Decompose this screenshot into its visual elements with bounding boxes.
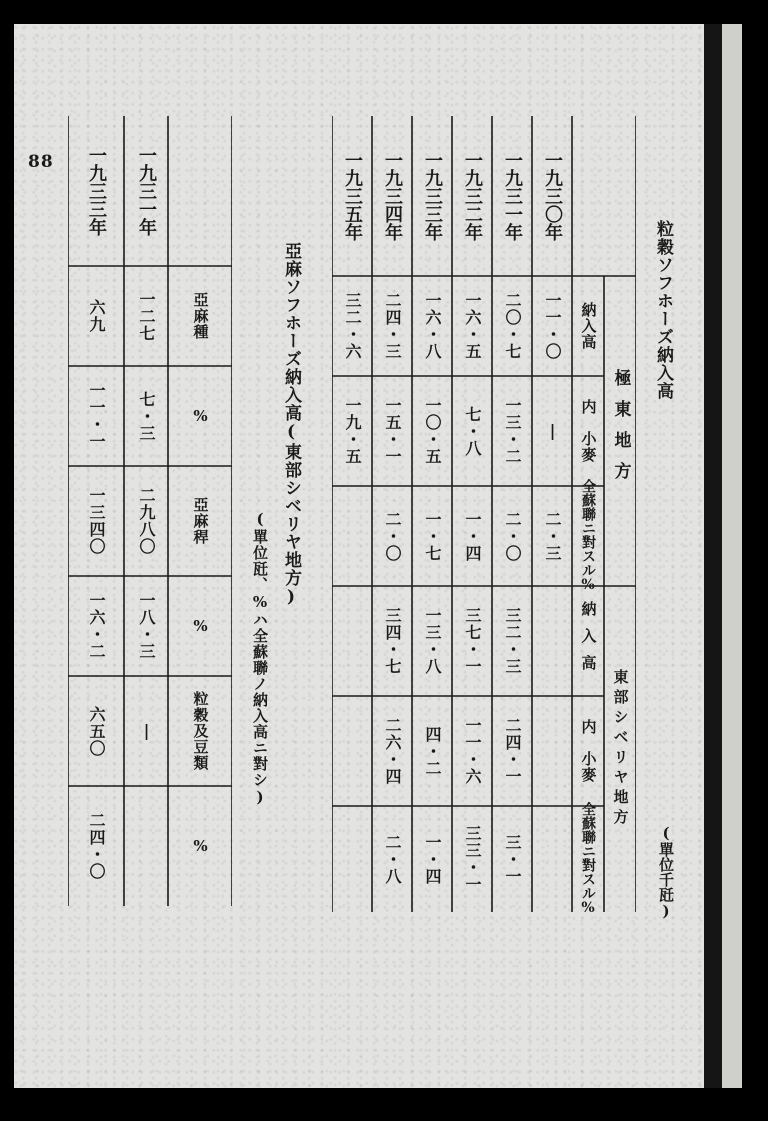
table1-title: 粒穀ソフホーズ納入高 [653, 220, 673, 400]
table1-cell: 二四・三 [383, 292, 402, 360]
table1-cell: 三四・七 [383, 607, 402, 675]
table1-cell: 三七・一 [463, 607, 482, 675]
table1-cell: 三・一 [503, 833, 522, 885]
table1-header-komugi-a [572, 376, 604, 486]
table1-cell [332, 806, 372, 912]
table1-cell: 二・三 [543, 510, 562, 562]
table1-cell [532, 806, 572, 912]
table1-cell: 一一・六 [463, 717, 482, 785]
table1-header-wheat-b: 小麥 [579, 751, 598, 783]
table2-cell: | [137, 721, 156, 741]
table1-cell: 一・七 [423, 510, 442, 562]
table2-year-1933: 一九三三年 [86, 146, 107, 236]
table1-year: 一九三一年 [502, 151, 523, 241]
table1-cell [332, 696, 372, 806]
table1-cell: 一五・一 [383, 397, 402, 465]
table2-cell: 六九 [87, 299, 106, 333]
table1-cell: 一九・五 [343, 397, 362, 465]
table1-cell: 三二・六 [343, 292, 362, 360]
table1-header-east-siberia: 東部シベリヤ地方 [611, 669, 630, 829]
table1-cell: 一六・五 [463, 292, 482, 360]
table1-year: 一九三〇年 [542, 151, 563, 241]
table1-cell [332, 586, 372, 696]
table2-cell: 一八・三 [137, 592, 156, 660]
table1-header-far-east: 極東地方 [610, 369, 631, 493]
table1-cell: 一・四 [463, 510, 482, 562]
table1-year: 一九三二年 [462, 151, 483, 241]
table1 [332, 116, 636, 916]
table1-header-komugi-b [572, 696, 604, 806]
table2-header-seed-pct: % [191, 406, 210, 426]
document-page [14, 24, 742, 1088]
table2-title: 亞麻ソフホーズ納入高(東部シベリヤ地方) [281, 242, 301, 608]
table1-cell: 一六・八 [423, 292, 442, 360]
table2-cell [124, 786, 168, 906]
table1-header-nonyu-b: 納入高 [579, 600, 598, 682]
table2-cell: 一二七 [137, 290, 156, 342]
table1-cell: 一一・〇 [543, 292, 562, 360]
table1-cell: 四・二 [423, 725, 442, 777]
table1-cell: 三三・一 [463, 825, 482, 893]
table2-cell: 一三四〇 [87, 487, 106, 555]
book-page-edge [722, 24, 742, 1088]
table1-header-ratio-b: 全蘇聯ニ對スル% [580, 802, 596, 916]
table2-header-stalk-pct: % [191, 616, 210, 636]
table1-cell: 三二・三 [503, 607, 522, 675]
table1-year: 一九三五年 [342, 151, 363, 241]
table1-cell: 二・〇 [383, 510, 402, 562]
table2-unit: (單位瓩、%ハ全蘇聯ノ納入高ニ對シ) [251, 510, 269, 807]
table1-cell: 一・四 [423, 833, 442, 885]
table1-cell: 一三・二 [503, 397, 522, 465]
table1-cell [332, 486, 372, 586]
table2-header-grain: 粒穀及豆類 [191, 691, 210, 771]
table2-cell: 二四・〇 [87, 812, 106, 880]
table1-cell: 七・八 [463, 405, 482, 457]
table1-cell: | [543, 421, 562, 441]
table2-year-1931: 一九三一年 [136, 146, 157, 236]
table2-header-grain-pct: % [191, 836, 210, 856]
table1-header-uchi-a: 内 [579, 399, 598, 415]
table2-header-stalk: 亞麻稈 [191, 497, 210, 545]
table2-cell: 六五〇 [87, 705, 106, 757]
table1-cell: 一〇・五 [423, 397, 442, 465]
table1-year: 一九三四年 [382, 151, 403, 241]
table2-cell: 一六・二 [87, 592, 106, 660]
table2-cell: 七・三 [137, 390, 156, 442]
table1-cell: 一三・八 [423, 607, 442, 675]
table1-cell [532, 586, 572, 696]
table1-header-uchi-b: 内 [579, 719, 598, 735]
table1-cell: 二〇・七 [503, 292, 522, 360]
table1-header-ratio-a: 全蘇聯ニ對スル% [580, 479, 596, 593]
table1-cell [532, 696, 572, 806]
table1-year: 一九三三年 [422, 151, 443, 241]
table2 [68, 116, 232, 906]
table1-header-wheat-a: 小麥 [579, 431, 598, 463]
table1-header-nonyu-a: 納入高 [579, 302, 598, 350]
table1-unit: (單位千瓩) [657, 824, 675, 920]
table1-cell: 二・〇 [503, 510, 522, 562]
table2-cell: 一一・一 [87, 382, 106, 450]
page-number: 88 [28, 152, 54, 172]
book-binding-shadow [704, 24, 722, 1088]
table2-cell: 二九八〇 [137, 487, 156, 555]
table1-cell: 二四・一 [503, 717, 522, 785]
table1-cell: 二六・四 [383, 717, 402, 785]
table1-cell: 二・八 [383, 833, 402, 885]
table2-header-seed: 亞麻種 [191, 292, 210, 340]
